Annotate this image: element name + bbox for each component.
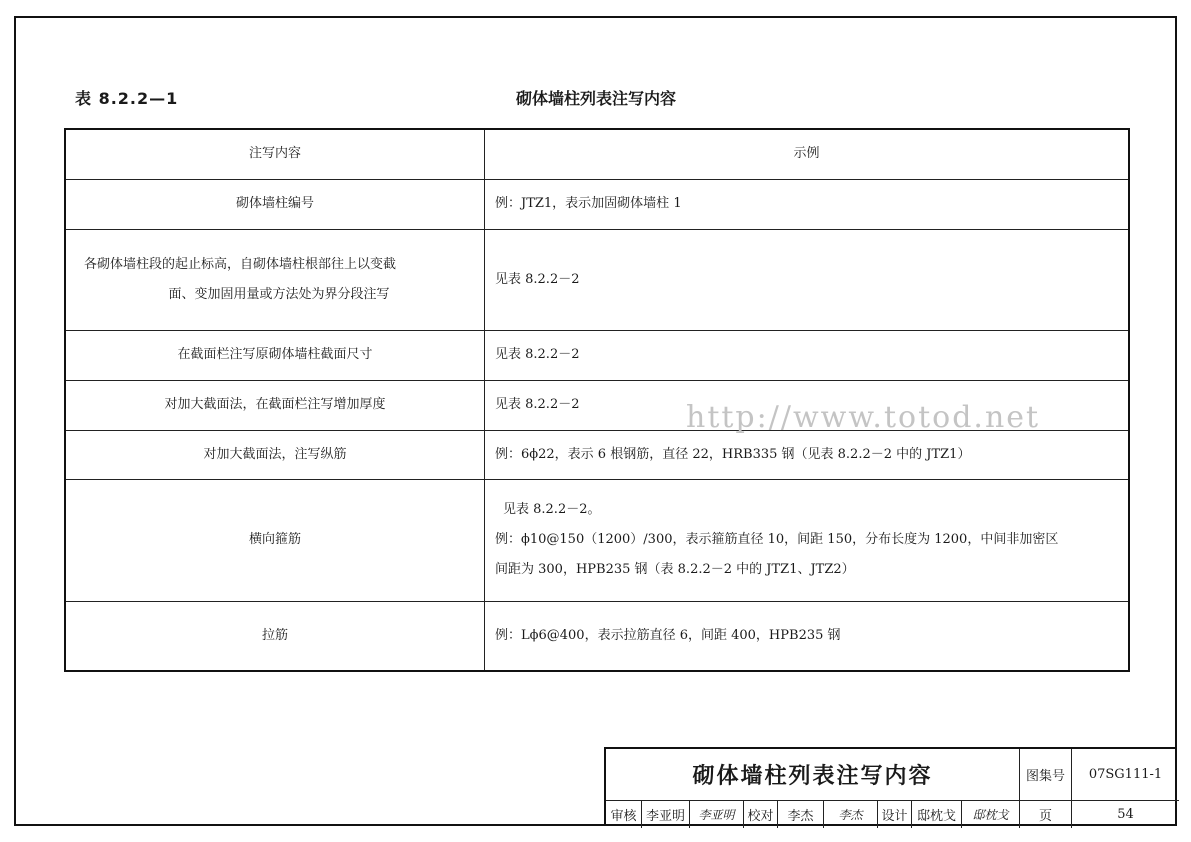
row-example: 见表 8.2.2－2 <box>495 271 580 287</box>
design-name: 邸枕戈 <box>912 801 962 828</box>
row-example: 见表 8.2.2－2。 <box>503 502 601 517</box>
table-number: 表 8.2.2—1 <box>75 89 179 108</box>
atlas-number: 07SG111-1 <box>1072 749 1179 801</box>
watermark: http://www.totod.net <box>686 400 1041 435</box>
row-example: 见表 8.2.2－2 <box>495 397 580 412</box>
table-row <box>65 479 1129 601</box>
page-number: 54 <box>1117 807 1134 822</box>
row-example: 例：ϕ10@150（1200）/300，表示箍筋直径 10，间距 150，分布长度为 1200，中间非加密区 <box>495 532 1059 547</box>
check-signature: 李杰 <box>824 801 878 828</box>
table-row <box>65 330 1129 380</box>
design-signature: 邸枕戈 <box>962 801 1020 828</box>
table-row <box>65 601 1129 671</box>
drawing-name: 砌体墙柱列表注写内容 <box>606 749 1020 801</box>
review-signature: 李亚明 <box>690 801 744 828</box>
review-label: 审核 <box>606 801 642 828</box>
row-example: 间距为 300，HPB235 钢（表 8.2.2－2 中的 JTZ1、JTZ2） <box>495 562 855 577</box>
row-example: 例：JTZ1，表示加固砌体墙柱 1 <box>495 196 682 211</box>
table-header-row <box>65 129 1129 179</box>
table-row <box>65 179 1129 229</box>
title-block <box>604 747 1177 826</box>
row-content: 拉筋 <box>261 627 288 643</box>
row-content: 砌体墙柱编号 <box>235 196 314 211</box>
header-example: 示例 <box>485 129 1130 179</box>
check-name: 李杰 <box>778 801 824 828</box>
table-row <box>65 430 1129 479</box>
table-title: 砌体墙柱列表注写内容 <box>516 89 677 108</box>
table-row <box>65 229 1129 330</box>
row-example: 例：6ϕ22，表示 6 根钢筋，直径 22，HRB335 钢（见表 8.2.2－2 中的 JTZ1） <box>495 446 971 462</box>
atlas-label: 图集号 <box>1020 749 1072 801</box>
review-name: 李亚明 <box>642 801 690 828</box>
design-label: 设计 <box>878 801 912 828</box>
check-label: 校对 <box>744 801 778 828</box>
row-example: 例：Lϕ6@400，表示拉筋直径 6，间距 400，HPB235 钢 <box>495 627 841 643</box>
row-content: 在截面栏注写原砌体墙柱截面尺寸 <box>177 347 373 362</box>
row-content: 面、变加固用量或方法处为界分段注写 <box>168 286 390 302</box>
row-example: 见表 8.2.2－2 <box>495 347 580 362</box>
row-content: 对加大截面法，注写纵筋 <box>203 446 347 462</box>
row-content: 横向箍筋 <box>248 532 301 547</box>
row-content: 各砌体墙柱段的起止标高，自砌体墙柱根部往上以变截 <box>84 256 397 272</box>
page-label: 页 <box>1020 801 1072 828</box>
row-content: 对加大截面法，在截面栏注写增加厚度 <box>164 397 386 412</box>
header-content: 注写内容 <box>65 129 485 179</box>
